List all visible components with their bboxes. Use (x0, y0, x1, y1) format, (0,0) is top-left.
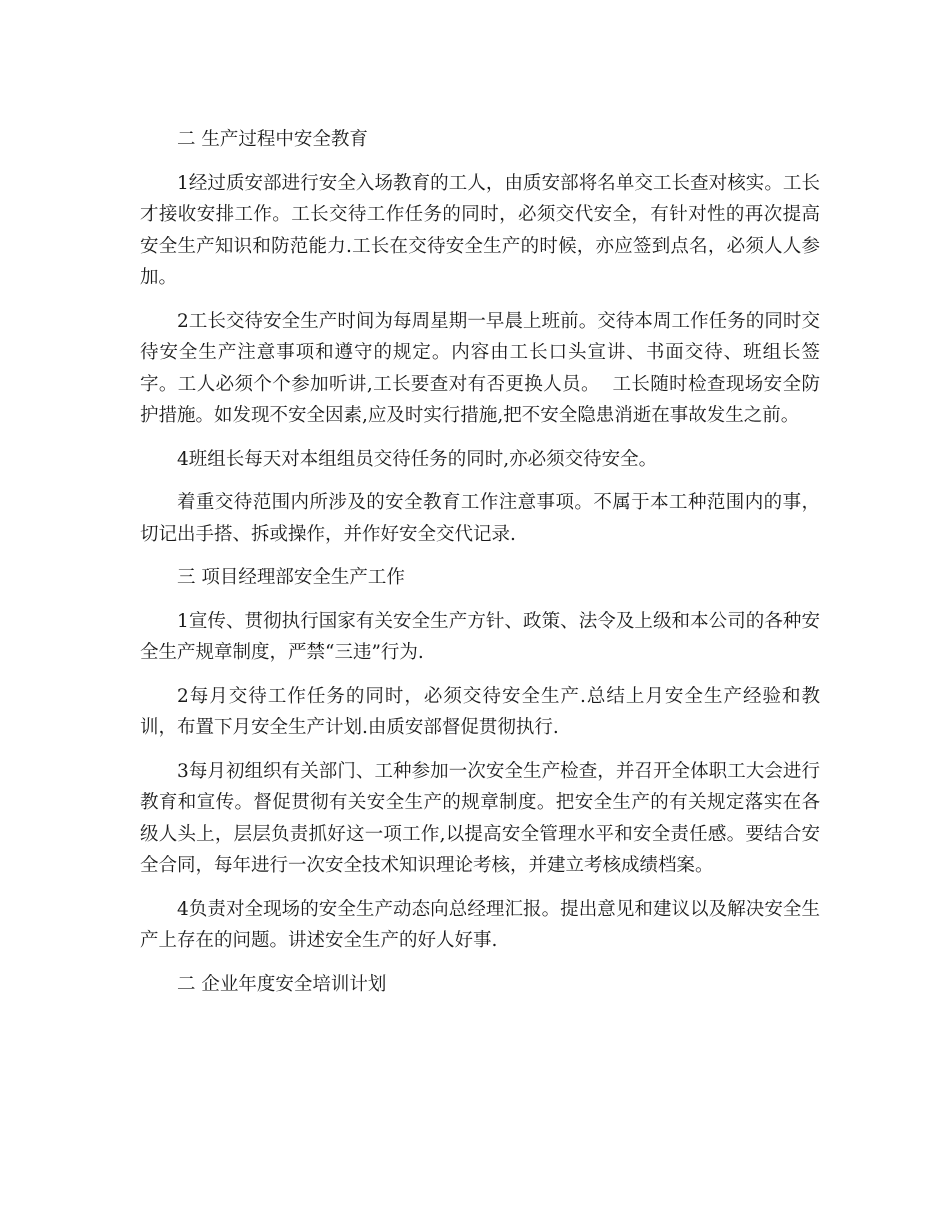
section-heading-project-dept: 三 项目经理部安全生产工作 (177, 567, 405, 588)
paragraph-2: 2工长交待安全生产时间为每周星期一早晨上班前。交待本周工作任务的同时交待安全生产注意事项和遵守的规定。内容由工长口头宣讲、书面交待、班组长签字。工人必须个个参加听讲,工长要查对有否更换人员。 工长随时检查现场安全防护措施。如发现不安全因素,应及时实行措施,把不安全隐患消逝在事故发生之前。 (140, 310, 820, 426)
paragraph-3: 4班组长每天对本组组员交待任务的同时,亦必须交待安全。 (177, 448, 658, 470)
paragraph-8: 4负责对全现场的安全生产动态向总经理汇报。提出意见和建议以及解决安全生产上存在的问题。讲述安全生产的好人好事. (140, 898, 820, 951)
paragraph-1: 1经过质安部进行安全入场教育的工人，由质安部将名单交工长查对核实。工长才接收安排工作。工长交待工作任务的同时，必须交代安全，有针对性的再次提高安全生产知识和防范能力.工长在交待安全生产的时候，亦应签到点名，必须人人参加。 (140, 172, 820, 288)
document-page (140, 124, 820, 1012)
section-heading-production-safety: 二 生产过程中安全教育 (177, 129, 368, 150)
section-heading-annual-training: 二 企业年度安全培训计划 (177, 973, 387, 995)
paragraph-6: 2每月交待工作任务的同时，必须交待安全生产.总结上月安全生产经验和教训，布置下月安全生产计划.由质安部督促贯彻执行. (140, 685, 820, 738)
paragraph-4: 着重交待范围内所涉及的安全教育工作注意事项。不属于本工种范围内的事，切记出手搭、拆或操作，并作好安全交代记录. (140, 492, 820, 545)
paragraph-5: 1宣传、贯彻执行国家有关安全生产方针、政策、法令及上级和本公司的各种安全生产规章制度，严禁“三违”行为. (140, 610, 820, 663)
paragraph-7: 3每月初组织有关部门、工种参加一次安全生产检查，并召开全体职工大会进行教育和宣传。督促贯彻有关安全生产的规章制度。把安全生产的有关规定落实在各级人头上，层层负责抓好这一项工作,以提高安全管理水平和安全责任感。要结合安全合同，每年进行一次安全技术知识理论考核，并建立考核成绩档案。 (140, 760, 820, 876)
